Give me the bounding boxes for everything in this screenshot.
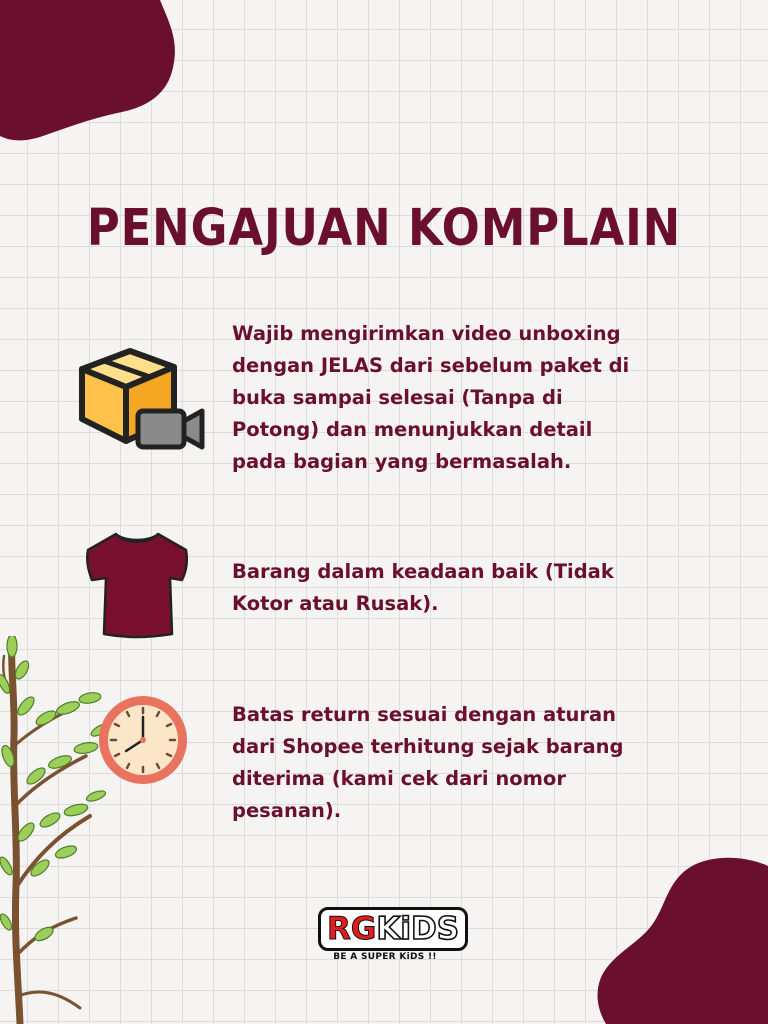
clock-icon [96,693,190,787]
tshirt-icon [82,528,192,640]
page-title: PENGAJUAN KOMPLAIN [86,199,682,258]
logo-tagline: BE A SUPER KiDS !! [333,952,437,962]
logo-rg-text: RG [327,911,377,947]
item-return-limit-text: Batas return sesuai dengan aturan dari Shopee terhitung sejak barang diterima (kami cek dari nomor pesanan). [232,703,624,822]
logo-wordmark [318,907,468,951]
top-left-blob-decoration [0,0,190,142]
logo-kids-text: KiDS [376,911,460,947]
item-condition-text: Barang dalam keadaan baik (Tidak Kotor atau Rusak). [232,560,614,615]
rgkids-logo [318,907,460,969]
unboxing-video-icon [74,345,206,453]
tree-decoration [0,636,110,1024]
bottom-right-blob-decoration [596,856,768,1024]
item-video-unboxing-text: Wajib mengirimkan video unboxing dengan JELAS dari sebelum paket di buka sampai selesai (Tanpa di Potong) dan menunjukkan detail pada bagian yang bermasalah. [232,322,630,473]
